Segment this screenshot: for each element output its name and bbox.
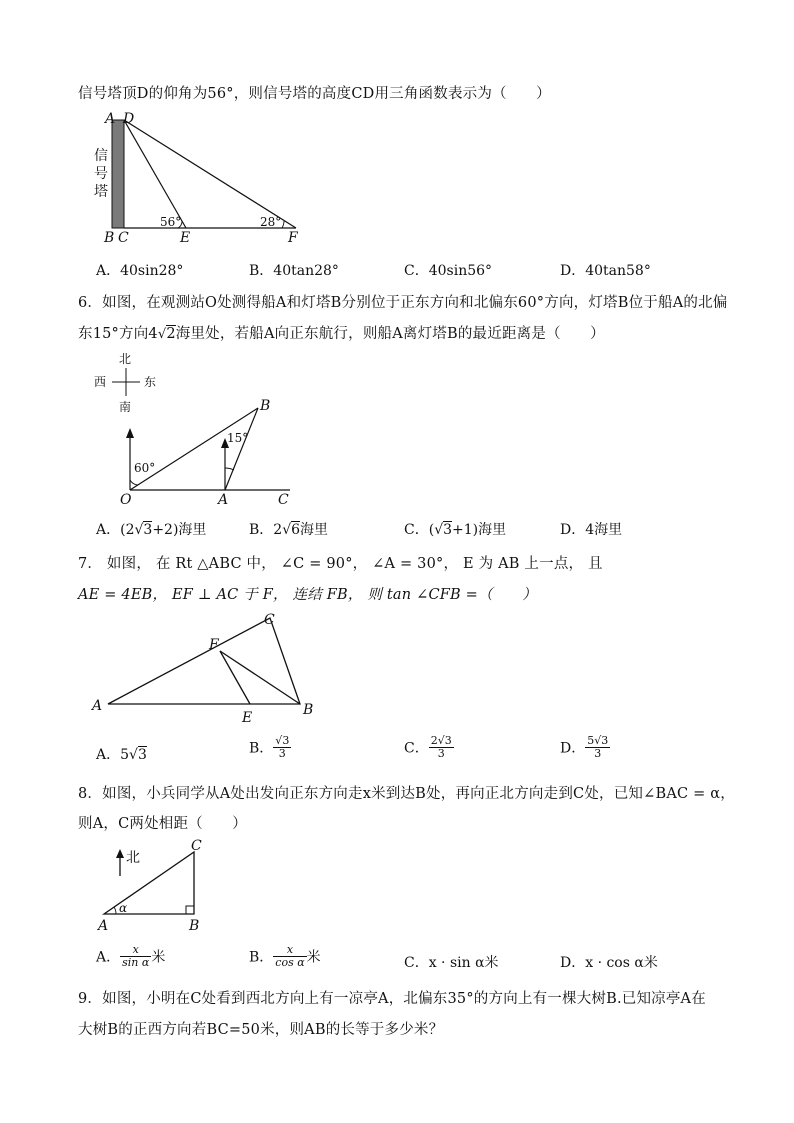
label-E: E xyxy=(242,710,253,726)
angle-F-label: 28° xyxy=(260,215,282,229)
q7-stem-line2: AE = 4EB， EF ⊥ AC 于 F， 连结 FB， 则 tan ∠CFB =（ ） xyxy=(78,587,537,603)
arc-alpha xyxy=(114,907,116,914)
angle-A-label: 15° xyxy=(227,431,249,445)
q6-option-a-prefix: A．(2 xyxy=(96,522,135,538)
north-arrowhead-O xyxy=(126,428,134,438)
q7-option-c-prefix: C． xyxy=(404,740,429,757)
arc-A xyxy=(225,468,234,470)
label-C: C xyxy=(191,838,202,854)
sqrt-sign: √ xyxy=(134,522,144,538)
label-C: C xyxy=(278,492,289,508)
line-DE xyxy=(124,120,186,228)
triangle-ABC xyxy=(104,852,194,914)
line-AB xyxy=(225,408,258,490)
q7-option-c-coef: 2 xyxy=(430,734,438,747)
label-O: O xyxy=(120,492,132,508)
q6-stem-line2-b: 海里处，若船A向正东航行，则船A离灯塔B的最近距离是（ ） xyxy=(175,326,605,342)
q7-option-c[interactable] xyxy=(404,735,454,760)
figure-q5-tower xyxy=(90,108,320,248)
q8-option-b-num: x xyxy=(273,944,306,957)
tower-char-2: 号 xyxy=(94,166,108,182)
q6-stem-root: 2 xyxy=(166,326,176,342)
sqrt-sign: √ xyxy=(594,734,602,747)
angle-alpha: α xyxy=(119,901,128,915)
q7-option-b-prefix: B． xyxy=(249,740,274,757)
compass-east: 东 xyxy=(144,375,157,389)
q8-option-a-den: sin α xyxy=(122,956,150,969)
q6-option-c-suffix: +1)海里 xyxy=(452,522,507,538)
q7-option-c-num: 3 xyxy=(444,734,452,747)
label-A: A xyxy=(218,492,229,508)
q8-option-a[interactable] xyxy=(96,944,165,969)
q5-option-a[interactable]: A．40sin28° xyxy=(96,263,184,279)
label-C: C xyxy=(264,612,275,628)
q6-option-a[interactable] xyxy=(96,519,206,539)
q9-stem-line1: 9．如图，小明在C处看到西北方向上有一凉亭A，北偏东35°的方向上有一棵大树B.已知凉亭A在 xyxy=(78,991,706,1007)
tower-char-1: 信 xyxy=(94,148,108,164)
tower-bar xyxy=(112,120,124,228)
q7-option-d-prefix: D． xyxy=(560,740,586,757)
q9-stem-line2: 大树B的正西方向若BC=50米，则AB的长等于多少米？ xyxy=(78,1022,444,1038)
sqrt-sign: √ xyxy=(157,327,167,342)
q5-option-d[interactable]: D．40tan58° xyxy=(560,263,651,279)
q5-option-c[interactable]: C．40sin56° xyxy=(404,263,493,279)
line-FE xyxy=(220,651,250,704)
q6-option-c-prefix: C．( xyxy=(404,522,435,538)
q8-option-b-den: cos α xyxy=(275,956,305,969)
q8-option-a-num: x xyxy=(120,944,151,957)
label-A: A xyxy=(105,111,116,127)
q6-option-c[interactable] xyxy=(404,519,506,539)
sqrt-sign: √ xyxy=(437,734,445,747)
q7-option-d[interactable] xyxy=(560,735,610,760)
q7-option-d-fraction xyxy=(585,735,610,760)
q6-option-a-root: 3 xyxy=(143,522,153,538)
q8-option-b-prefix: B． xyxy=(249,949,274,966)
q8-stem-line1: 8．如图，小兵同学从A处出发向正东方向走x米到达B处，再向正北方向走到C处，已知∠BAC = α， xyxy=(78,786,735,802)
q6-option-b-suffix: 海里 xyxy=(300,522,329,538)
angle-E-label: 56° xyxy=(160,215,182,229)
figure-q8-right-triangle xyxy=(92,836,222,936)
tower-char-3: 塔 xyxy=(94,184,108,200)
q8-option-a-unit: 米 xyxy=(151,949,166,966)
triangle-ABC xyxy=(108,618,300,704)
compass-south: 南 xyxy=(119,400,132,414)
label-B: B xyxy=(189,918,200,934)
q7-option-a-prefix: A．5 xyxy=(96,747,130,763)
label-F: F xyxy=(209,637,219,653)
q7-option-c-fraction xyxy=(429,735,454,760)
q7-option-a[interactable] xyxy=(96,744,147,764)
q6-option-a-suffix: +2)海里 xyxy=(152,522,207,538)
sqrt-sign: √ xyxy=(129,747,138,763)
compass-north: 北 xyxy=(119,352,132,366)
q7-option-c-den: 3 xyxy=(437,747,445,760)
q7-option-b-num: 3 xyxy=(282,734,290,747)
sqrt-sign: √ xyxy=(275,734,283,747)
label-B: B xyxy=(260,398,271,414)
arc-F xyxy=(282,221,284,228)
q8-option-a-fraction xyxy=(120,944,151,969)
q6-option-b[interactable] xyxy=(249,519,328,539)
q7-option-b-fraction xyxy=(273,735,291,760)
label-B: B xyxy=(104,230,115,246)
north-label: 北 xyxy=(126,850,140,866)
q6-option-d[interactable]: D．4海里 xyxy=(560,522,623,538)
q7-stem-line1: 7． 如图， 在 Rt △ABC 中， ∠C = 90°， ∠A = 30°， E 为 AB 上一点， 且 xyxy=(78,556,603,572)
right-angle-mark xyxy=(186,906,194,914)
label-B: B xyxy=(303,702,314,718)
q7-option-d-den: 3 xyxy=(594,747,602,760)
q8-option-c[interactable]: C．x · sin α米 xyxy=(404,955,499,971)
q7-option-d-coef: 5 xyxy=(587,734,595,747)
label-A: A xyxy=(98,918,109,934)
label-A: A xyxy=(92,698,103,714)
label-C: C xyxy=(118,230,129,246)
compass-west: 西 xyxy=(94,375,107,389)
q6-option-b-prefix: B．2 xyxy=(249,522,283,538)
q6-option-c-root: 3 xyxy=(443,522,453,538)
q6-stem-line2-a: 东15°方向4 xyxy=(78,326,158,342)
q8-option-b-unit: 米 xyxy=(306,949,321,966)
arc-O xyxy=(130,480,138,485)
label-F: F xyxy=(288,230,298,246)
q8-option-d[interactable]: D．x · cos α米 xyxy=(560,955,658,971)
angle-O-label: 60° xyxy=(134,461,156,475)
q6-option-b-root: 6 xyxy=(291,522,301,538)
q5-stem-tail: 信号塔顶D的仰角为56°，则信号塔的高度CD用三角函数表示为（ ） xyxy=(78,86,551,102)
figure-q7-triangle xyxy=(88,608,328,728)
line-OB xyxy=(130,408,258,490)
sqrt-sign: √ xyxy=(434,522,444,538)
q8-option-b[interactable] xyxy=(249,944,321,969)
q7-option-d-num: 3 xyxy=(601,734,609,747)
figure-q6-lighthouse xyxy=(90,350,310,510)
line-FB xyxy=(220,651,300,704)
q8-option-a-prefix: A． xyxy=(96,949,121,966)
q6-stem-line1: 6．如图，在观测站O处测得船A和灯塔B分别位于正东方向和北偏东60°方向，灯塔B位于船A的北偏 xyxy=(78,295,728,311)
q6-stem-line2 xyxy=(78,322,605,343)
sqrt-sign: √ xyxy=(282,522,292,538)
label-D: D xyxy=(123,111,135,127)
line-DF xyxy=(124,120,296,228)
label-E: E xyxy=(180,230,191,246)
q7-option-b[interactable] xyxy=(249,735,291,760)
q8-option-b-fraction xyxy=(273,944,306,969)
q5-option-b[interactable]: B．40tan28° xyxy=(249,263,339,279)
q7-option-b-den: 3 xyxy=(278,747,286,760)
q7-option-a-root: 3 xyxy=(137,747,147,763)
north-arrowhead xyxy=(116,849,124,858)
q8-stem-line2: 则A，C两处相距（ ） xyxy=(78,816,247,832)
